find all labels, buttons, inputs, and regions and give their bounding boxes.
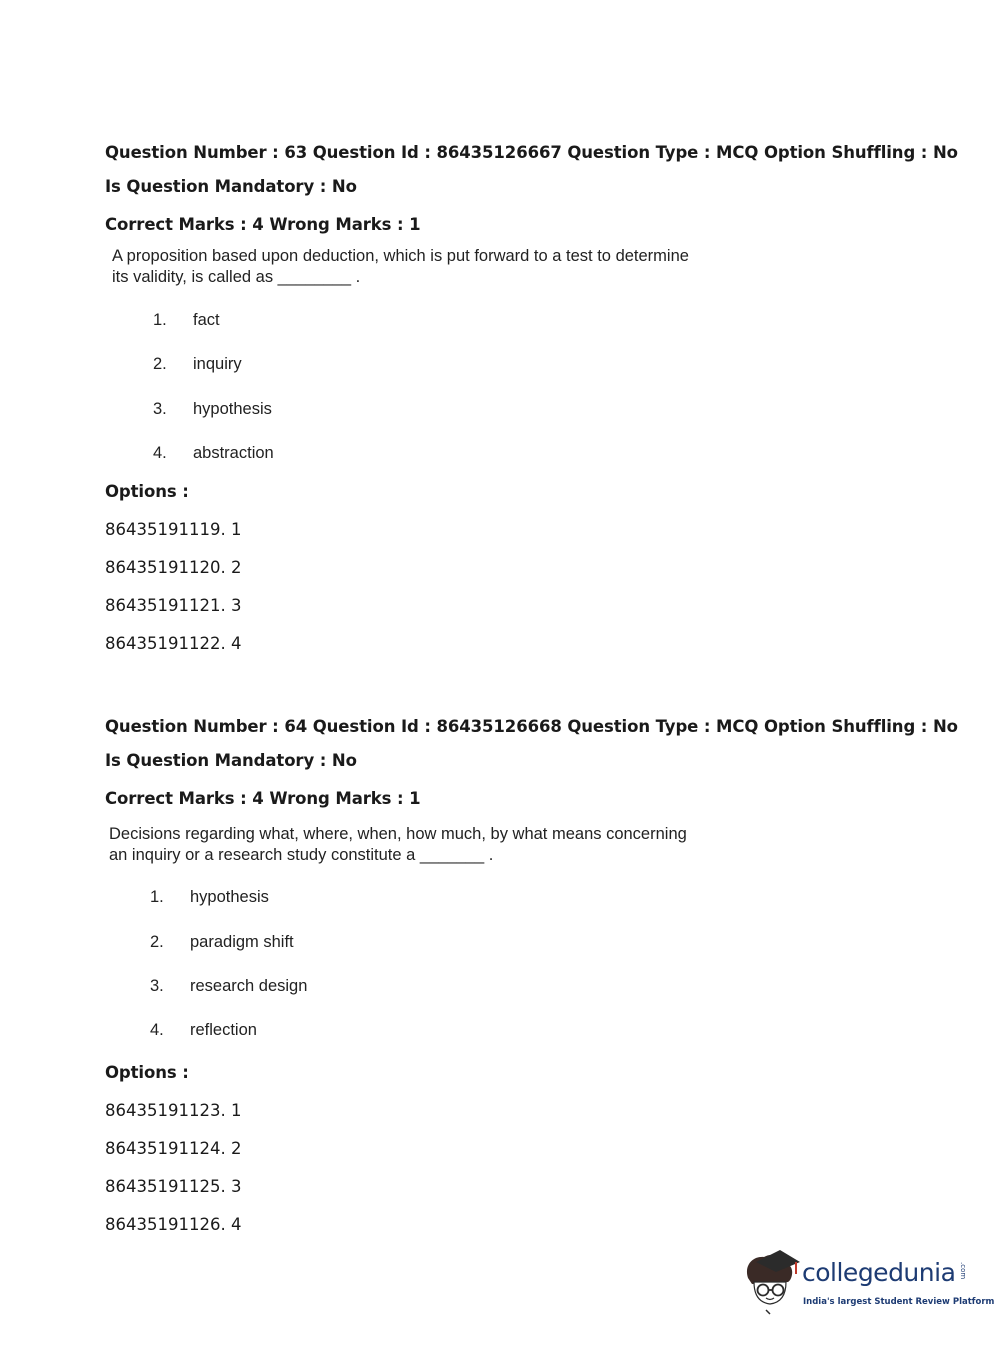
q63-stem bbox=[112, 246, 689, 288]
q63-option-4: 86435191122. 4 bbox=[105, 634, 242, 653]
q64-option-2: 86435191124. 2 bbox=[105, 1139, 242, 1158]
choice-number: 3. bbox=[153, 400, 167, 418]
choice-number: 3. bbox=[150, 977, 164, 995]
collegedunia-logo bbox=[742, 1248, 995, 1318]
q63-choice-3 bbox=[153, 400, 272, 419]
q64-choice-1 bbox=[150, 888, 269, 907]
q64-options-label: Options : bbox=[105, 1063, 189, 1082]
q63-marks: Correct Marks : 4 Wrong Marks : 1 bbox=[105, 215, 421, 234]
q63-stem-line2: its validity, is called as ________ . bbox=[112, 268, 361, 286]
choice-text: abstraction bbox=[193, 444, 274, 462]
q63-choice-2 bbox=[153, 355, 242, 374]
q63-header: Question Number : 63 Question Id : 86435126667 Question Type : MCQ Option Shuffling : No bbox=[105, 143, 958, 162]
q64-option-4: 86435191126. 4 bbox=[105, 1215, 242, 1234]
mascot-icon bbox=[742, 1248, 802, 1318]
q64-choice-4 bbox=[150, 1021, 257, 1040]
q64-option-3: 86435191125. 3 bbox=[105, 1177, 242, 1196]
choice-number: 1. bbox=[150, 888, 164, 906]
choice-text: hypothesis bbox=[193, 400, 272, 418]
q63-option-2: 86435191120. 2 bbox=[105, 558, 242, 577]
q64-stem-line2: an inquiry or a research study constitute a _______ . bbox=[109, 846, 494, 864]
choice-text: hypothesis bbox=[190, 888, 269, 906]
choice-text: fact bbox=[193, 311, 220, 329]
choice-number: 2. bbox=[153, 355, 167, 373]
q64-stem-line1: Decisions regarding what, where, when, how much, by what means concerning bbox=[109, 825, 687, 843]
choice-number: 4. bbox=[153, 444, 167, 462]
choice-number: 1. bbox=[153, 311, 167, 329]
choice-text: inquiry bbox=[193, 355, 242, 373]
q63-option-3: 86435191121. 3 bbox=[105, 596, 242, 615]
q64-header: Question Number : 64 Question Id : 86435126668 Question Type : MCQ Option Shuffling : No bbox=[105, 717, 958, 736]
q63-choice-4 bbox=[153, 444, 274, 463]
choice-text: reflection bbox=[190, 1021, 257, 1039]
choice-number: 2. bbox=[150, 933, 164, 951]
choice-text: paradigm shift bbox=[190, 933, 294, 951]
q63-stem-line1: A proposition based upon deduction, which is put forward to a test to determine bbox=[112, 247, 689, 265]
q63-option-1: 86435191119. 1 bbox=[105, 520, 242, 539]
q64-choice-2 bbox=[150, 933, 294, 952]
logo-domain-suffix: .com bbox=[959, 1262, 967, 1280]
q64-marks: Correct Marks : 4 Wrong Marks : 1 bbox=[105, 789, 421, 808]
q63-choice-1 bbox=[153, 311, 220, 330]
choice-text: research design bbox=[190, 977, 308, 995]
q63-mandatory: Is Question Mandatory : No bbox=[105, 177, 357, 196]
q64-mandatory: Is Question Mandatory : No bbox=[105, 751, 357, 770]
q63-options-label: Options : bbox=[105, 482, 189, 501]
logo-tagline: India's largest Student Review Platform bbox=[803, 1297, 995, 1307]
q64-stem bbox=[109, 824, 687, 866]
choice-number: 4. bbox=[150, 1021, 164, 1039]
logo-wordmark: collegedunia bbox=[802, 1258, 956, 1287]
q64-option-1: 86435191123. 1 bbox=[105, 1101, 242, 1120]
q64-choice-3 bbox=[150, 977, 307, 996]
